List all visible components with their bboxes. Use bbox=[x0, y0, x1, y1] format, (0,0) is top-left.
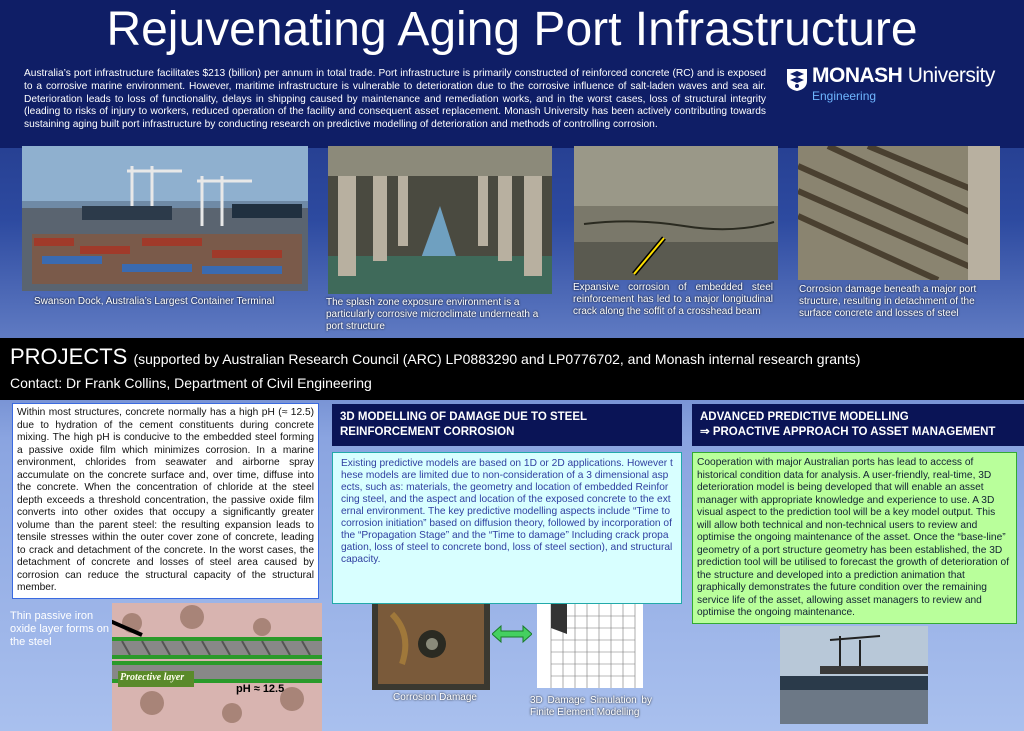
monash-shield-icon bbox=[786, 68, 808, 92]
damage-caption: Corrosion damage beneath a major port structure, resulting in detachment of the surface concrete and losses of steel bbox=[799, 284, 977, 319]
corrosion-damage-caption: Corrosion Damage bbox=[393, 692, 477, 703]
projects-heading bbox=[10, 344, 860, 370]
logo-department: Engineering bbox=[812, 89, 877, 103]
comparison-arrow-icon bbox=[492, 624, 532, 644]
rebar-diagram bbox=[112, 603, 322, 731]
splash-zone-photo bbox=[328, 146, 552, 294]
logo-name-suffix: University bbox=[907, 64, 995, 87]
ph-label: pH ≈ 12.5 bbox=[236, 683, 285, 695]
dock-caption: Swanson Dock, Australia’s Largest Container Terminal bbox=[34, 296, 275, 307]
advanced-header-line2: ⇒ PROACTIVE APPROACH TO ASSET MANAGEMENT bbox=[700, 426, 996, 438]
projects-contact: Contact: Dr Frank Collins, Department of Civil Engineering bbox=[10, 375, 372, 391]
fe-simulation-caption: 3D Damage Simulation by Finite Element Modelling bbox=[530, 695, 652, 718]
projects-support: (supported by Australian Research Council (ARC) LP0883290 and LP0776702, and Monash internal research grants) bbox=[133, 351, 861, 367]
crack-caption: Expansive corrosion of embedded steel reinforcement has led to a major longitudinal crack along the soffit of a crosshead beam bbox=[573, 282, 773, 317]
advanced-header-line1: ADVANCED PREDICTIVE MODELLING bbox=[700, 411, 909, 423]
damage-photo bbox=[798, 146, 1000, 280]
modelling-3d-header: 3D MODELLING OF DAMAGE DUE TO STEEL REINFORCEMENT CORROSION bbox=[332, 404, 682, 446]
dock-photo bbox=[22, 146, 308, 291]
fe-simulation-image bbox=[537, 604, 643, 688]
thin-film-label: Thin passive iron oxide layer forms on the steel bbox=[10, 610, 110, 648]
splash-zone-caption: The splash zone exposure environment is a particularly corrosive microclimate underneath a port structure bbox=[326, 297, 539, 332]
crack-photo bbox=[574, 146, 778, 280]
corrosion-damage-photo bbox=[372, 604, 490, 690]
monash-logo bbox=[784, 64, 1014, 106]
advanced-body: Cooperation with major Australian ports has lead to access of historical condition data for analysis. A user-friendly, real-time, 3D deterioration model is being developed that will enable an asset manager with appropriate knowledge and experience to use. A 3D visual aspect to the prediction tool will be a key model output. This will allow both technical and non-technical users to review and optimise the ongoing maintenance of the asset. Once the “base-line” geometry of a port structure geometry has been established, the 3D prediction tool will be utilised to forecast the growth of deterioration of the structure and developed into a prediction animation that graphically demonstrates the future condition over the remaining service life of the asset, allowing asset managers to review and optimise the ongoing maintenance. bbox=[692, 452, 1017, 624]
logo-name: MONASH bbox=[812, 64, 903, 87]
intro-paragraph: Australia’s port infrastructure facilitates $213 (billion) per annum in total trade. Port infrastructure is primarily constructed of reinforced concrete (RC) and is exposed to a corrosive marine environment. However, maritime infrastructure is vulnerable to deterioration due to the corrosive influence of salt-laden waves and sea air. Deterioration leads to loss of functionality, delays in shipping caused by maintenance and remediation works, and in the worst cases, loss of structural integrity (leading to risks of injury to workers, reduced operation of the facility and consequent asset replacement. Monash University has been actively contributing towards sustaining aging built port infrastructure by conducting research on predictive modelling of deterioration and methods of controlling corrosion. bbox=[24, 68, 766, 131]
logo-wordmark bbox=[812, 64, 995, 88]
modelling-3d-body: Existing predictive models are based on 1D or 2D applications. However these models are limited due to non-consideration of a 3 dimensional aspects, such as: materials, the geometry and location of embedded Reinforcing steel, and the aspect and location of the exposed concrete to the external environment. The key predictive modelling aspects include “Time to corrosion initiation” based on diffusion theory, followed by incorporation of the “Propagation Stage” and the “Time to damage” Including crack propagation, loss of steel to concrete bond, loss of steel section), and structural capacity. bbox=[332, 452, 682, 604]
projects-title: PROJECTS bbox=[10, 344, 128, 369]
projects-band bbox=[0, 338, 1024, 400]
advanced-header bbox=[692, 404, 1024, 446]
chemistry-panel: Within most structures, concrete normally has a high pH (≈ 12.5) due to hydration of the cement constituents during concrete mixing. The high pH is conducive to the embedded steel forming a passive oxide film which minimizes corrosion. In a marine environment, chlorides from seawater and airborne spray accumulate on the concrete surface and, over time, diffuse into the concrete. When the concentration of chloride at the steel depth exceeds a threshold concentration, the passive oxide film converts into other oxides that occupy a significantly greater volume than the parent steel: the resulting expansion leads to tensile stresses within the outer cover zone of concrete, leading to crack and detachment of the concrete. In the worst cases, the detachment of concrete and losses of steel area caused by corrosion can reduce the structural capacity of the structural member. bbox=[12, 403, 319, 599]
protective-layer-label: Protective layer bbox=[120, 672, 185, 683]
poster-title: Rejuvenating Aging Port Infrastructure bbox=[106, 3, 918, 56]
port-crane-photo bbox=[780, 626, 928, 724]
